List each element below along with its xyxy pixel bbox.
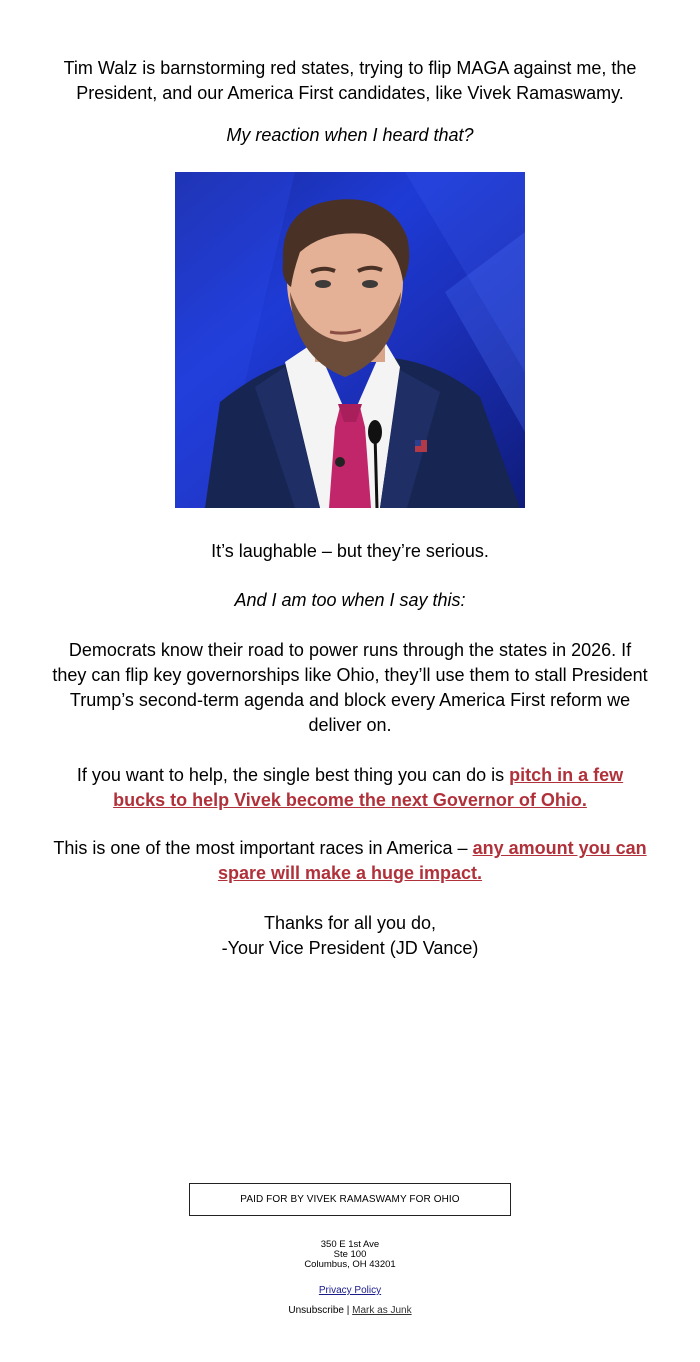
paid-for-disclaimer: PAID FOR BY VIVEK RAMASWAMY FOR OHIO	[189, 1183, 511, 1216]
unsubscribe-link[interactable]: Unsubscribe	[288, 1305, 344, 1316]
reaction-line: My reaction when I heard that?	[226, 125, 474, 145]
address-line-1: 350 E 1st Ave	[320, 1239, 380, 1250]
signature-line: -Your Vice President (JD Vance)	[221, 938, 479, 958]
help-paragraph	[50, 763, 650, 813]
democrats-paragraph: Democrats know their road to power runs through the states in 2026. If they can flip key governorships like Ohio, they’ll use them to stall President Trump’s second-term agenda and block every America First reform we deliver on.	[52, 640, 648, 735]
footer-separator: |	[346, 1305, 350, 1316]
unsubscribe-row	[200, 1305, 500, 1316]
thanks-line: Thanks for all you do,	[263, 913, 437, 933]
help-prefix: If you want to help, the single best thing you can do is	[76, 765, 510, 785]
mark-as-junk-link[interactable]: Mark as Junk	[352, 1305, 412, 1316]
important-paragraph	[50, 836, 650, 886]
important-prefix: This is one of the most important races in America –	[53, 838, 473, 858]
donate-link-pitch-in[interactable]: pitch in a few bucks to help Vivek become the next Governor of Ohio.	[113, 765, 624, 810]
address-line-3: Columbus, OH 43201	[304, 1259, 396, 1270]
privacy-row	[200, 1285, 500, 1296]
privacy-policy-link[interactable]: Privacy Policy	[318, 1285, 382, 1296]
intro-paragraph: Tim Walz is barnstorming red states, trying to flip MAGA against me, the President, and our America First candidates, like Vivek Ramaswamy.	[63, 58, 637, 103]
speaker-photo	[175, 172, 525, 508]
address-line-2: Ste 100	[333, 1249, 367, 1260]
serious-line: And I am too when I say this:	[234, 590, 466, 610]
donate-link-any-amount[interactable]: any amount you can spare will make a huge impact.	[217, 838, 647, 883]
laughable-line: It’s laughable – but they’re serious.	[211, 541, 489, 561]
